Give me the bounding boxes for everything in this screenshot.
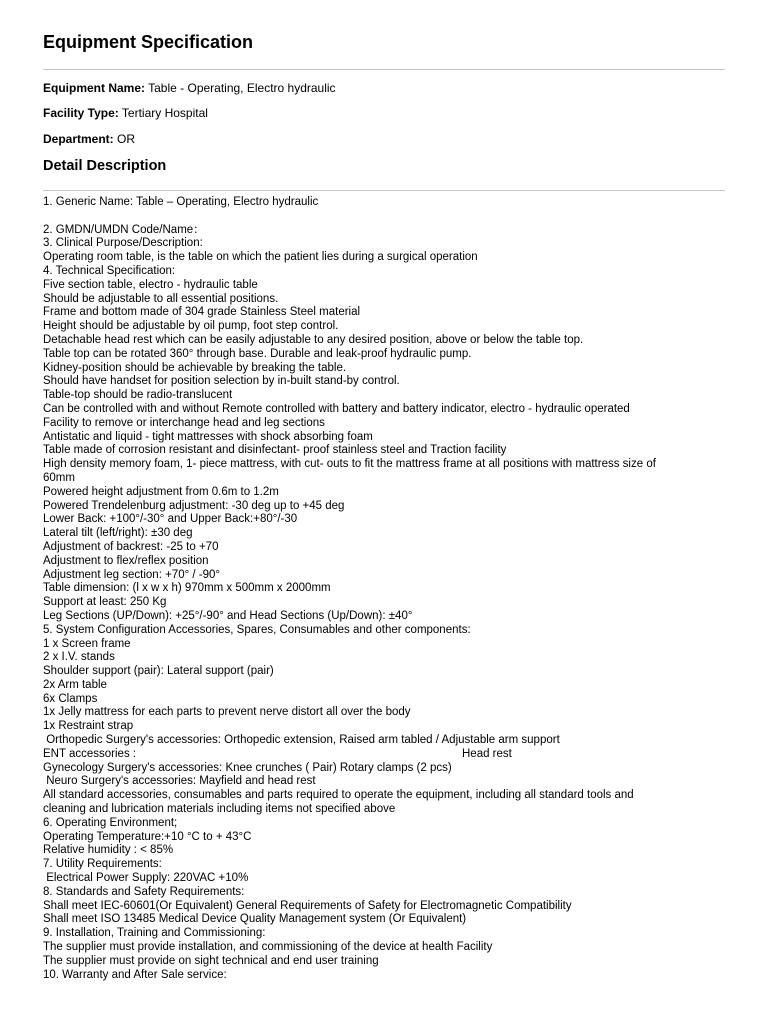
description-line: Antistatic and liquid - tight mattresses with shock absorbing foam (43, 430, 373, 443)
description-line: Operating room table, is the table on which the patient lies during a surgical operation (43, 251, 478, 264)
description-line: Should have handset for position selection by in-built stand-by control. (43, 375, 400, 388)
description-line: 1. Generic Name: Table – Operating, Electro hydraulic (43, 196, 319, 208)
description-line: Lateral tilt (left/right): ±30 deg (43, 527, 193, 540)
description-line: 1 x Screen frame (43, 637, 131, 650)
description-line: Table dimension: (l x w x h) 970mm x 500mm x 2000mm (43, 582, 331, 595)
description-line: Shoulder support (pair): Lateral support (pair) (43, 665, 274, 678)
description-line: 1x Restraint strap (43, 720, 134, 733)
description-line: 9. Installation, Training and Commissioning: (43, 927, 266, 940)
field-label: Facility Type: (43, 106, 119, 120)
detail-description (43, 196, 713, 982)
description-line: 6. Operating Environment; (43, 816, 178, 829)
description-line: 10. Warranty and After Sale service: (43, 968, 227, 981)
description-line: Can be controlled with and without Remote controlled with battery and battery indicator, electro - hydraulic operated (43, 402, 630, 415)
description-line: 6x Clamps (43, 692, 98, 705)
description-line: Adjustment leg section: +70° / -90° (43, 568, 221, 581)
description-line: cleaning and lubrication materials including items not specified above (43, 803, 396, 816)
description-line: Electrical Power Supply: 220VAC +10% (43, 872, 249, 885)
description-line: 8. Standards and Safety Requirements: (43, 885, 245, 898)
description-line: Support at least: 250 Kg (43, 596, 167, 609)
description-line: Height should be adjustable by oil pump, foot step control. (43, 320, 339, 333)
description-line: Table top can be rotated 360° through base. Durable and leak-proof hydraulic pump. (43, 347, 472, 360)
description-line: Should be adjustable to all essential positions. (43, 292, 279, 305)
description-line: Table made of corrosion resistant and disinfectant- proof stainless steel and Traction facility (43, 444, 507, 457)
page-title: Equipment Specification (43, 32, 254, 52)
field-label: Department: (43, 132, 114, 146)
field-value: OR (113, 132, 136, 146)
description-line: Powered Trendelenburg adjustment: -30 deg up to +45 deg (43, 499, 345, 512)
facility-type-field (43, 106, 208, 120)
description-line: 2x Arm table (43, 678, 107, 691)
description-line: Gynecology Surgery's accessories: Knee crunches ( Pair) Rotary clamps (2 pcs) (43, 761, 452, 774)
description-line: Operating Temperature:+10 °C to + 43°C (43, 830, 252, 843)
description-line: Kidney-position should be achievable by breaking the table. (43, 361, 347, 374)
section-title: Detail Description (43, 158, 167, 174)
description-line: 3. Clinical Purpose/Description: (43, 237, 203, 250)
description-line: All standard accessories, consumables and parts required to operate the equipment, including all standard tools and (43, 789, 634, 802)
section-divider (43, 190, 725, 191)
description-line: The supplier must provide on sight technical and end user training (43, 954, 379, 967)
description-line: High density memory foam, 1- piece mattress, with cut- outs to fit the mattress frame at all positions with mattress size of (43, 458, 656, 471)
description-line: Powered height adjustment from 0.6m to 1.2m (43, 485, 279, 498)
description-line: Adjustment to flex/reflex position (43, 554, 209, 567)
description-line: 5. System Configuration Accessories, Spares, Consumables and other components: (43, 623, 471, 636)
description-line: Relative humidity : < 85% (43, 844, 174, 857)
description-line: ENT accessories : Head rest (43, 747, 512, 760)
description-line: Table-top should be radio-translucent (43, 389, 233, 402)
description-line: Frame and bottom made of 304 grade Stainless Steel material (43, 306, 361, 319)
description-line: Orthopedic Surgery's accessories: Orthopedic extension, Raised arm tabled / Adjustable arm support (43, 734, 560, 747)
description-line (43, 210, 713, 224)
description-line: 2. GMDN/UMDN Code/Name： (43, 223, 205, 236)
description-line: Leg Sections (UP/Down): +25°/-90° and Head Sections (Up/Down): ±40° (43, 609, 413, 622)
department-field (43, 132, 135, 146)
title-divider (43, 69, 725, 70)
description-line: Lower Back: +100°/-30° and Upper Back:+80°/-30 (43, 513, 298, 526)
description-line: 1x Jelly mattress for each parts to prevent nerve distort all over the body (43, 706, 411, 719)
description-line: The supplier must provide installation, and commissioning of the device at health Facility (43, 941, 493, 954)
description-line: Neuro Surgery's accessories: Mayfield and head rest (43, 775, 316, 788)
description-line: Shall meet IEC-60601(Or Equivalent) General Requirements of Safety for Electromagnetic Compatibility (43, 899, 572, 912)
description-line: Detachable head rest which can be easily adjustable to any desired position, above or below the table top. (43, 333, 584, 346)
description-line: Shall meet ISO 13485 Medical Device Quality Management system (Or Equivalent) (43, 913, 467, 926)
equipment-name-field (43, 81, 336, 95)
description-line: Five section table, electro - hydraulic table (43, 278, 258, 291)
field-value: Tertiary Hospital (118, 106, 208, 120)
description-line: 60mm (43, 471, 75, 484)
description-line: 4. Technical Specification: (43, 264, 176, 277)
field-value: Table - Operating, Electro hydraulic (145, 81, 336, 95)
field-label: Equipment Name: (43, 81, 146, 95)
description-line: 2 x I.V. stands (43, 651, 115, 664)
description-line: Facility to remove or interchange head and leg sections (43, 416, 325, 429)
description-line: Adjustment of backrest: -25 to +70 (43, 540, 219, 553)
description-line: 7. Utility Requirements: (43, 858, 162, 871)
